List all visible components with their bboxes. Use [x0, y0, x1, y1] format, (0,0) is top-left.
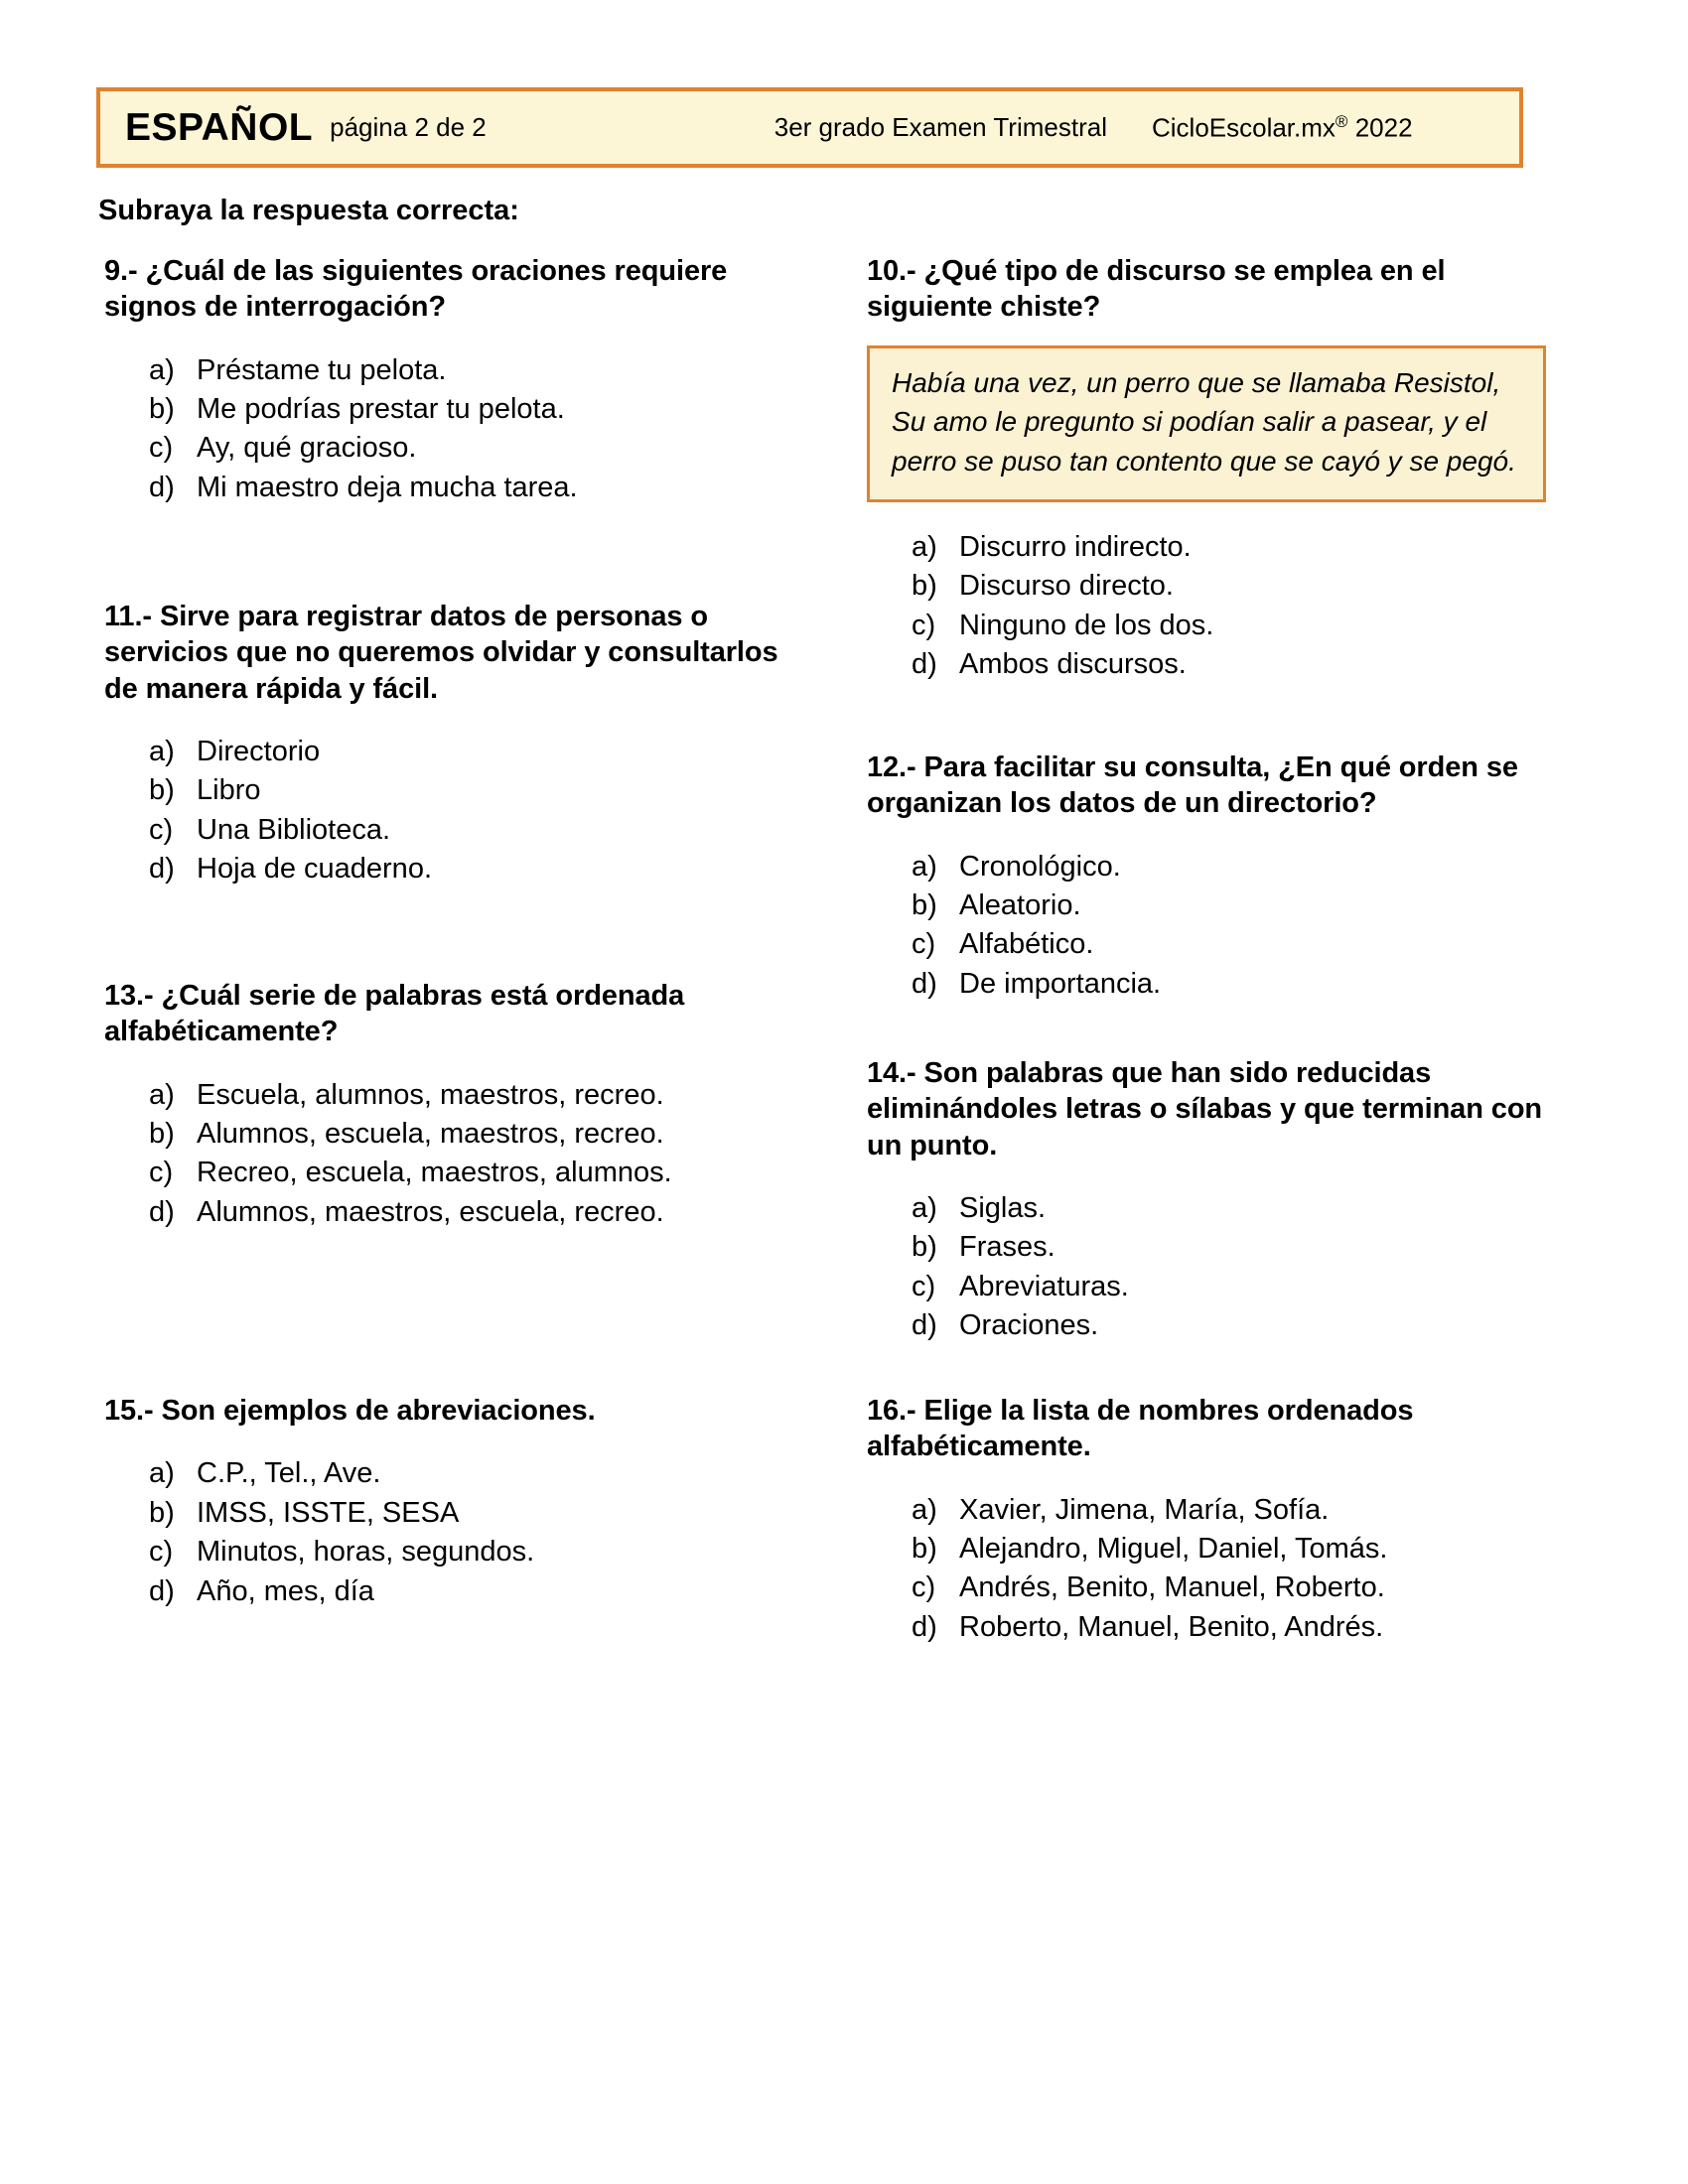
question-12-number: 12.-	[867, 751, 916, 783]
option-12-b[interactable]	[912, 887, 1577, 925]
page-header-banner	[96, 87, 1523, 168]
joke-callout-box	[867, 345, 1546, 502]
option-12-b-label: b)	[912, 888, 937, 921]
option-13-c-label: c)	[149, 1157, 174, 1189]
option-13-c-text: Recreo, escuela, maestros, alumnos.	[197, 1157, 672, 1189]
option-10-d-text: Ambos discursos.	[959, 648, 1187, 681]
option-13-a-text: Escuela, alumnos, maestros, recreo.	[197, 1078, 664, 1111]
option-9-b-label: b)	[149, 392, 175, 425]
header-brand-name: CicloEscolar.mx	[1151, 112, 1336, 143]
option-13-a-label: a)	[149, 1078, 175, 1111]
option-11-d-text: Hoja de cuaderno.	[197, 853, 432, 886]
option-9-b-text: Me podrías prestar tu pelota.	[197, 392, 565, 425]
option-12-c-text: Alfabético.	[959, 928, 1094, 961]
option-14-d[interactable]	[912, 1306, 1577, 1345]
option-16-c-text: Andrés, Benito, Manuel, Roberto.	[959, 1571, 1385, 1604]
option-11-b-label: b)	[149, 774, 175, 807]
option-13-b-text: Alumnos, escuela, maestros, recreo.	[197, 1117, 664, 1150]
option-15-b[interactable]	[149, 1494, 809, 1533]
question-12-prompt: Para facilitar su consulta, ¿En qué orden se organizan los datos de un directorio?	[867, 751, 1518, 820]
question-block-14	[867, 1055, 1577, 1346]
option-12-c[interactable]	[912, 925, 1577, 964]
question-9-number: 9.-	[104, 255, 138, 287]
joke-text: Había una vez, un perro que se llamaba Resistol, Su amo le pregunto si podían salir a pasear, y el perro se puso tan contento que se cayó y se pegó.	[892, 366, 1516, 477]
option-11-d[interactable]	[149, 850, 809, 888]
question-block-16	[867, 1393, 1577, 1647]
question-14-options	[867, 1189, 1577, 1346]
option-14-b-label: b)	[912, 1231, 937, 1264]
option-9-d[interactable]	[149, 469, 809, 507]
option-14-c[interactable]	[912, 1268, 1577, 1306]
option-15-a-label: a)	[149, 1457, 175, 1490]
option-13-d-label: d)	[149, 1195, 175, 1228]
option-9-b[interactable]	[149, 390, 809, 429]
option-9-d-label: d)	[149, 471, 175, 503]
option-10-d-label: d)	[912, 648, 937, 681]
option-13-d-text: Alumnos, maestros, escuela, recreo.	[197, 1195, 664, 1228]
option-10-a-label: a)	[912, 530, 937, 563]
option-9-d-text: Mi maestro deja mucha tarea.	[197, 471, 578, 503]
option-14-a-text: Siglas.	[959, 1191, 1047, 1224]
option-13-d[interactable]	[149, 1193, 809, 1232]
question-15-text	[104, 1393, 809, 1429]
question-12-text	[867, 750, 1577, 822]
option-11-a[interactable]	[149, 733, 809, 771]
option-15-b-text: IMSS, ISSTE, SESA	[197, 1496, 460, 1529]
question-13-number: 13.-	[104, 980, 154, 1012]
question-10-options	[867, 528, 1577, 685]
option-16-a[interactable]	[912, 1491, 1577, 1530]
option-12-a-text: Cronológico.	[959, 850, 1121, 883]
option-10-a-text: Discurro indirecto.	[959, 530, 1192, 563]
option-10-b[interactable]	[912, 567, 1577, 606]
option-16-d-label: d)	[912, 1610, 937, 1643]
question-13-text	[104, 978, 809, 1050]
question-14-number: 14.-	[867, 1057, 916, 1089]
question-block-13	[104, 978, 809, 1232]
option-16-a-label: a)	[912, 1493, 937, 1526]
option-15-c[interactable]	[149, 1533, 809, 1571]
option-10-c-label: c)	[912, 609, 936, 641]
question-11-prompt: Sirve para registrar datos de personas o servicios que no queremos olvidar y consultarlos de manera rápida y fácil.	[104, 601, 778, 705]
option-16-d-text: Roberto, Manuel, Benito, Andrés.	[959, 1610, 1384, 1643]
question-block-12	[867, 750, 1577, 1004]
option-14-a-label: a)	[912, 1191, 937, 1224]
option-10-c-text: Ninguno de los dos.	[959, 609, 1214, 641]
option-9-c-text: Ay, qué gracioso.	[197, 432, 417, 465]
option-10-c[interactable]	[912, 607, 1577, 645]
instruction-text: Subraya la respuesta correcta:	[98, 195, 519, 226]
header-grade-exam: 3er grado Examen Trimestral	[774, 112, 1107, 142]
option-16-c[interactable]	[912, 1569, 1577, 1607]
question-block-9	[104, 253, 809, 507]
option-12-d-label: d)	[912, 967, 937, 1000]
option-9-c-label: c)	[149, 432, 174, 465]
option-13-b-label: b)	[149, 1117, 175, 1150]
question-11-options	[104, 733, 809, 889]
question-16-number: 16.-	[867, 1395, 916, 1427]
option-10-b-text: Discurso directo.	[959, 570, 1174, 603]
option-10-b-label: b)	[912, 570, 937, 603]
question-16-prompt: Elige la lista de nombres ordenados alfabéticamente.	[867, 1395, 1414, 1463]
question-10-text	[867, 253, 1577, 326]
option-16-c-label: c)	[912, 1571, 936, 1604]
question-10-number: 10.-	[867, 255, 916, 287]
option-11-c-label: c)	[149, 813, 174, 846]
option-13-c[interactable]	[149, 1154, 809, 1192]
option-14-c-label: c)	[912, 1270, 936, 1302]
option-13-a[interactable]	[149, 1076, 809, 1115]
option-11-c-text: Una Biblioteca.	[197, 813, 391, 846]
option-11-a-text: Directorio	[197, 735, 321, 767]
option-12-b-text: Aleatorio.	[959, 888, 1081, 921]
option-16-b[interactable]	[912, 1530, 1577, 1569]
question-13-options	[104, 1076, 809, 1233]
option-9-a-text: Préstame tu pelota.	[197, 353, 447, 386]
option-11-d-label: d)	[149, 853, 175, 886]
option-15-d-text: Año, mes, día	[197, 1574, 374, 1607]
option-14-c-text: Abreviaturas.	[959, 1270, 1129, 1302]
option-14-b-text: Frases.	[959, 1231, 1055, 1264]
option-9-a[interactable]	[149, 351, 809, 390]
header-page-number: página 2 de 2	[330, 112, 487, 142]
option-11-a-label: a)	[149, 735, 175, 767]
option-14-d-label: d)	[912, 1309, 937, 1342]
question-block-11	[104, 599, 809, 889]
question-9-prompt: ¿Cuál de las siguientes oraciones requiere signos de interrogación?	[104, 255, 728, 324]
option-12-a[interactable]	[912, 848, 1577, 887]
option-15-a[interactable]	[149, 1454, 809, 1493]
header-brand	[1152, 112, 1413, 144]
option-12-c-label: c)	[912, 928, 936, 961]
option-14-d-text: Oraciones.	[959, 1309, 1099, 1342]
option-11-b[interactable]	[149, 771, 809, 810]
question-15-options	[104, 1454, 809, 1611]
question-16-options	[867, 1491, 1577, 1648]
question-10-prompt: ¿Qué tipo de discurso se emplea en el siguiente chiste?	[867, 255, 1446, 324]
option-14-b[interactable]	[912, 1228, 1577, 1267]
question-9-options	[104, 351, 809, 508]
option-16-d[interactable]	[912, 1608, 1577, 1647]
option-11-b-text: Libro	[197, 774, 261, 807]
option-13-b[interactable]	[149, 1115, 809, 1154]
option-9-a-label: a)	[149, 353, 175, 386]
option-15-d[interactable]	[149, 1572, 809, 1611]
question-14-text	[867, 1055, 1577, 1163]
header-year: 2022	[1354, 112, 1413, 143]
option-15-b-label: b)	[149, 1496, 175, 1529]
question-16-text	[867, 1393, 1577, 1465]
question-15-number: 15.-	[104, 1395, 154, 1427]
option-16-b-text: Alejandro, Miguel, Daniel, Tomás.	[959, 1532, 1388, 1565]
question-block-15	[104, 1393, 809, 1611]
option-16-a-text: Xavier, Jimena, María, Sofía.	[959, 1493, 1330, 1526]
question-block-10	[867, 253, 1577, 685]
option-10-a[interactable]	[912, 528, 1577, 567]
option-12-d-text: De importancia.	[959, 967, 1162, 1000]
question-12-options	[867, 848, 1577, 1005]
option-11-c[interactable]	[149, 811, 809, 850]
option-9-c[interactable]	[149, 429, 809, 468]
question-13-prompt: ¿Cuál serie de palabras está ordenada alfabéticamente?	[104, 980, 685, 1048]
option-15-c-text: Minutos, horas, segundos.	[197, 1536, 535, 1569]
question-9-text	[104, 253, 809, 326]
question-11-text	[104, 599, 809, 707]
option-10-d[interactable]	[912, 645, 1577, 684]
header-subject-title: ESPAÑOL	[125, 105, 314, 149]
option-15-c-label: c)	[149, 1536, 174, 1569]
option-15-d-label: d)	[149, 1574, 175, 1607]
option-14-a[interactable]	[912, 1189, 1577, 1228]
option-12-a-label: a)	[912, 850, 937, 883]
question-15-prompt: Son ejemplos de abreviaciones.	[161, 1395, 596, 1427]
option-15-a-text: C.P., Tel., Ave.	[197, 1457, 381, 1490]
option-12-d[interactable]	[912, 965, 1577, 1004]
registered-mark-icon: ®	[1335, 111, 1348, 131]
option-16-b-label: b)	[912, 1532, 937, 1565]
question-14-prompt: Son palabras que han sido reducidas eliminándoles letras o sílabas y que terminan con un punto.	[867, 1057, 1543, 1161]
question-11-number: 11.-	[104, 601, 152, 632]
